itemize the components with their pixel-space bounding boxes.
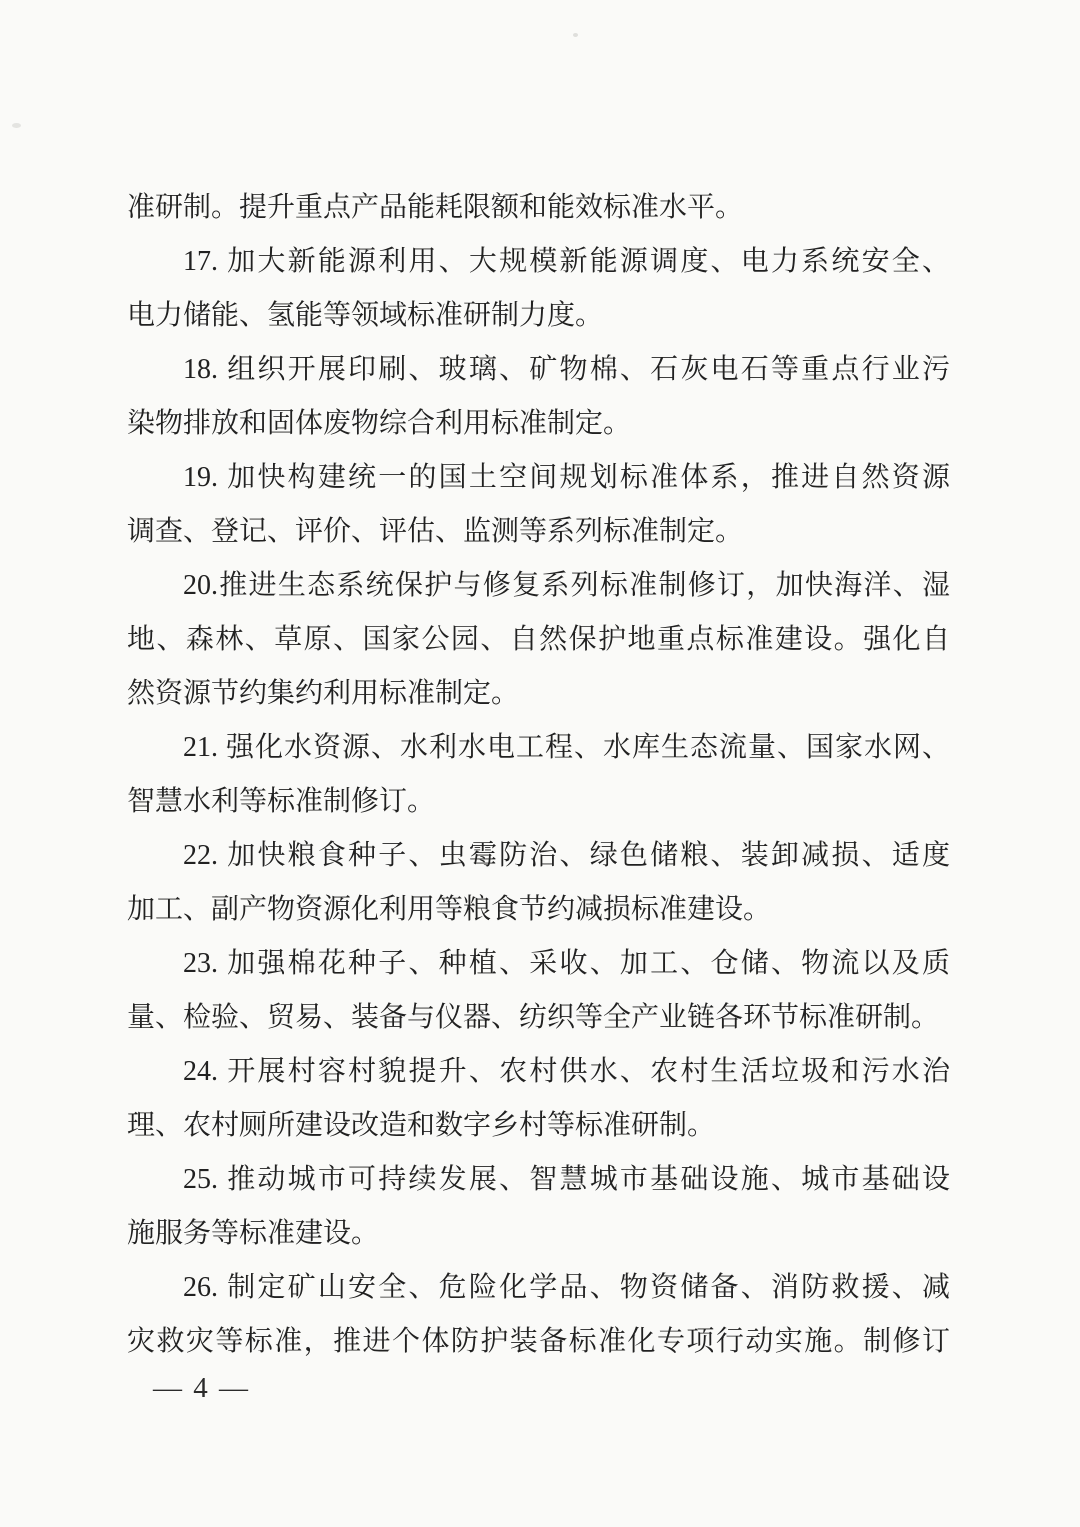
document-line: 地、森林、草原、国家公园、自然保护地重点标准建设。强化自 <box>127 624 950 655</box>
document-line: 19. 加快构建统一的国土空间规划标准体系，推进自然资源 <box>183 462 950 493</box>
document-line: 25. 推动城市可持续发展、智慧城市基础设施、城市基础设 <box>183 1164 950 1195</box>
document-line: 17. 加大新能源利用、大规模新能源调度、电力系统安全、 <box>183 246 950 277</box>
page-number: — 4 — <box>153 1372 250 1404</box>
document-line: 理、农村厕所建设改造和数字乡村等标准研制。 <box>127 1110 716 1141</box>
scan-artifact-dot <box>573 33 578 37</box>
document-line: 加工、副产物资源化利用等粮食节约减损标准建设。 <box>127 894 772 925</box>
document-line: 电力储能、氢能等领域标准研制力度。 <box>127 300 604 331</box>
document-line: 准研制。提升重点产品能耗限额和能效标准水平。 <box>127 192 744 223</box>
scan-artifact-dot <box>12 123 21 128</box>
document-line: 然资源节约集约利用标准制定。 <box>127 678 520 709</box>
document-line: 23. 加强棉花种子、种植、采收、加工、仓储、物流以及质 <box>183 948 950 979</box>
document-line: 调查、登记、评价、评估、监测等系列标准制定。 <box>127 516 744 547</box>
document-line: 26. 制定矿山安全、危险化学品、物资储备、消防救援、减 <box>183 1272 950 1303</box>
document-line: 染物排放和固体废物综合利用标准制定。 <box>127 408 632 439</box>
document-line: 灾救灾等标准，推进个体防护装备标准化专项行动实施。制修订 <box>127 1326 950 1357</box>
document-line: 智慧水利等标准制修订。 <box>127 786 436 817</box>
document-line: 21. 强化水资源、水利水电工程、水库生态流量、国家水网、 <box>183 732 950 763</box>
document-line: 量、检验、贸易、装备与仪器、纺织等全产业链各环节标准研制。 <box>127 1002 940 1033</box>
document-line: 施服务等标准建设。 <box>127 1218 380 1249</box>
document-line: 22. 加快粮食种子、虫霉防治、绿色储粮、装卸减损、适度 <box>183 840 950 871</box>
document-line: 20.推进生态系统保护与修复系列标准制修订，加快海洋、湿 <box>183 570 950 601</box>
document-body <box>127 181 950 1369</box>
document-line: 24. 开展村容村貌提升、农村供水、农村生活垃圾和污水治 <box>183 1056 950 1087</box>
document-line: 18. 组织开展印刷、玻璃、矿物棉、石灰电石等重点行业污 <box>183 354 950 385</box>
